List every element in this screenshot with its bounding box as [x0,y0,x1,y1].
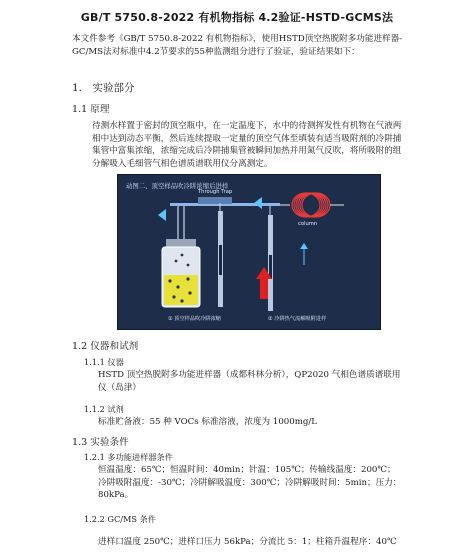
section-heading-instrument: 1.1.1 仪器 [84,357,124,367]
blue-arrow-icon [254,197,262,209]
principle-paragraph: 待测水样置于密封的顶空瓶中，在一定温度下，水中的待测挥发性有机物在气液两相中达到动态平衡，然后连续提取一定量的顶空气体至填装有适当吸附剂的冷阱捕集管中富集浓缩，浓缩完成后冷阱捕集管被瞬间加热并用氮气反吹，将所吸附的组分解吸入毛细管气相色谱质谱联用仪分离测定。 [92,121,402,169]
figure-diagram [118,175,380,329]
section-heading-1-1: 1.1 原理 [72,104,110,115]
figure-caption-left: ① 顶空样品吹冷阱浓缩 [168,316,221,322]
section-heading-injector-conditions: 1.2.1 多功能进样器条件 [84,452,173,462]
gcms-paragraph: 进样口温度 250℃；进样口压力 56kPa；分流比 5：1；柱箱升温程序：40℃ [98,537,397,547]
column-label: column [298,221,318,227]
reagent-paragraph: 标准贮备液：55 种 VOCs 标准溶液，浓度为 1000mg/L [98,417,317,427]
principle-figure [117,174,381,330]
blue-up-arrow-icon [300,243,308,249]
intro-paragraph: 本文件参考《GB/T 5750.8-2022 有机物指标》，使用HSTD顶空热脱附多功能进样器-GC/MS法对标准中4.2节要求的55种监测组分进行了验证，验证结果如下： [72,34,403,57]
section-heading-reagent: 1.1.2 试剂 [84,404,124,414]
section-heading-1: 1. 实验部分 [72,82,135,94]
figure-caption-right: ② 冷阱热气流解吸附进样 [268,316,327,322]
section-heading-gcms: 1.2.2 GC/MS 条件 [84,514,156,524]
through-trap-label: Through Trap [198,189,233,195]
vial-cap [166,239,196,247]
trap-block [198,197,232,204]
document-title: GB/T 5750.8-2022 有机物指标 4.2验证-HSTD-GCMS法 [80,11,394,24]
column-coil [292,193,330,217]
instrument-paragraph: HSTD 顶空热脱附多功能进样器（成都科林分析），QP2020 气相色谱质谱联用仪（岛津） [98,370,401,393]
figure-title: 动图二、顶空样品吹冷阱浓缩后进样 [126,182,229,190]
section-heading-1-2: 1.2 仪器和试剂 [72,341,139,352]
section-heading-1-3: 1.3 实验条件 [72,437,129,448]
conditions-paragraph: 恒温温度：65℃；恒温时间：40min；针温：105℃；传输线温度：200℃；冷阱吸附温度：-30℃；冷阱解吸温度：300℃；冷阱解吸时间：5min；压力：80kPa。 [98,465,402,501]
blue-arrow-icon [158,209,166,221]
